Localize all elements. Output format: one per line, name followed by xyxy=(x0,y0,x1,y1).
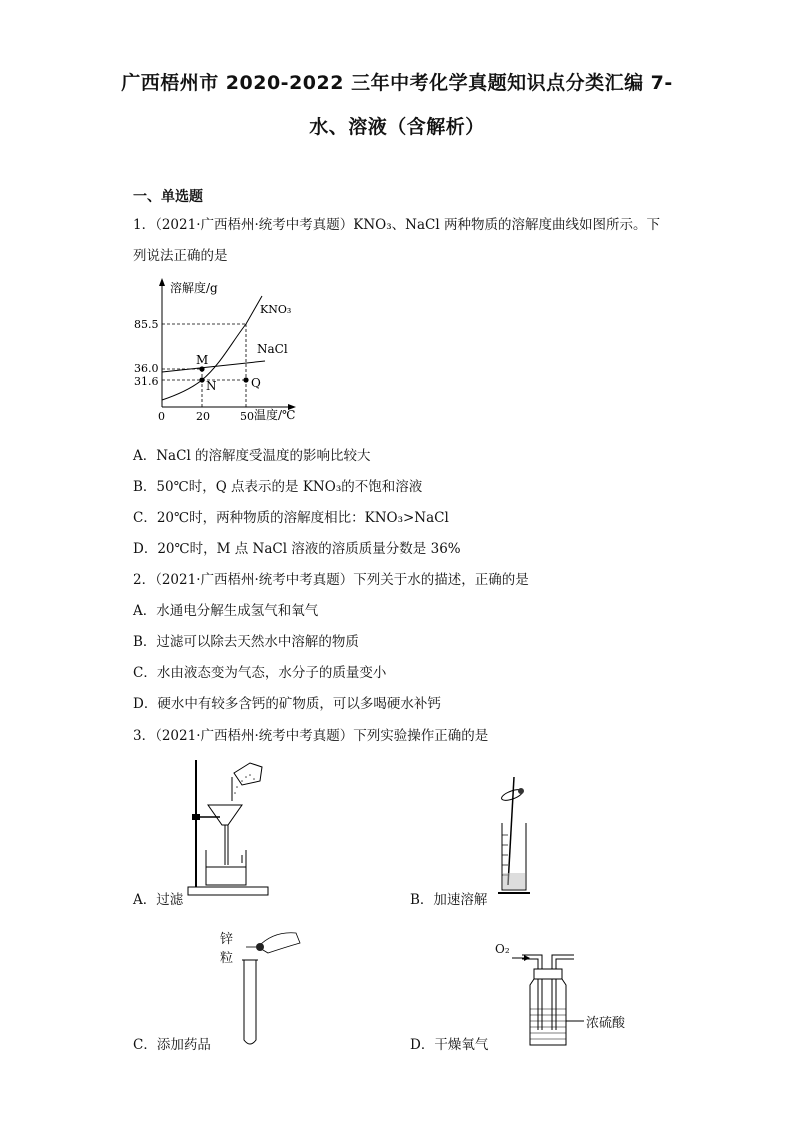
q3-caption-a: A．过滤 xyxy=(133,892,184,908)
q2-option-d: D．硬水中有较多含钙的矿物质，可以多喝硬水补钙 xyxy=(133,696,441,712)
add-reagent-image xyxy=(238,925,308,1050)
q2-stem: 2．（2021·广西梧州·统考中考真题）下列关于水的描述，正确的是 xyxy=(133,572,529,588)
series-label-kno3: KNO₃ xyxy=(260,303,292,316)
series-label-nacl: NaCl xyxy=(257,342,288,356)
acid-label: 浓硫酸 xyxy=(586,1016,626,1031)
document-title-line-1: 广西梧州市 2020-2022 三年中考化学真题知识点分类汇编 7- xyxy=(121,72,673,94)
point-n xyxy=(199,377,204,382)
ytick-85-5: 85.5 xyxy=(134,318,159,331)
point-label-q: Q xyxy=(251,376,261,390)
y-axis-arrow xyxy=(159,278,165,286)
q2-option-a: A．水通电分解生成氢气和氧气 xyxy=(133,603,319,619)
q3-caption-b: B．加速溶解 xyxy=(410,892,488,908)
zinc-label-2: 粒 xyxy=(220,951,234,966)
document-title-line-2: 水、溶液（含解析） xyxy=(309,116,485,138)
y-axis-label: 溶解度/g xyxy=(170,281,218,295)
point-label-m: M xyxy=(196,353,209,367)
q2-option-c: C．水由液态变为气态，水分子的质量变小 xyxy=(133,665,387,681)
q1-stem-line-1: 1．（2021·广西梧州·统考中考真题）KNO₃、NaCl 两种物质的溶解度曲线如图所示。下 xyxy=(133,217,660,233)
q2-option-b: B．过滤可以除去天然水中溶解的物质 xyxy=(133,634,359,650)
point-m xyxy=(199,366,204,371)
q1-option-a: A．NaCl 的溶解度受温度的影响比较大 xyxy=(133,448,371,464)
o2-label: O₂ xyxy=(495,942,510,956)
x-axis-label: 温度/℃ xyxy=(254,408,296,422)
section-heading: 一、单选题 xyxy=(133,189,203,205)
q3-caption-d: D．干燥氧气 xyxy=(410,1037,489,1053)
ytick-31-6: 31.6 xyxy=(134,375,159,388)
q1-option-b: B．50℃时，Q 点表示的是 KNO₃的不饱和溶液 xyxy=(133,479,423,495)
point-label-n: N xyxy=(206,379,217,393)
q3-stem: 3．（2021·广西梧州·统考中考真题）下列实验操作正确的是 xyxy=(133,728,489,744)
point-q xyxy=(243,377,248,382)
dry-oxygen-image xyxy=(512,945,592,1050)
q1-stem-line-2: 列说法正确的是 xyxy=(133,248,228,264)
xtick-20: 20 xyxy=(196,410,210,423)
ytick-36-0: 36.0 xyxy=(134,362,159,375)
xtick-50: 50 xyxy=(240,410,254,423)
accelerate-dissolving-image xyxy=(488,775,548,900)
filtration-apparatus-image xyxy=(180,755,290,900)
origin-label: 0 xyxy=(158,410,165,423)
q3-caption-c: C．添加药品 xyxy=(133,1037,211,1053)
nacl-curve xyxy=(162,361,265,372)
q1-option-d: D．20℃时，M 点 NaCl 溶液的溶质质量分数是 36% xyxy=(133,541,461,557)
solubility-chart xyxy=(134,272,320,427)
zinc-label-1: 锌 xyxy=(220,932,234,947)
q1-option-c: C．20℃时，两种物质的溶解度相比：KNO₃>NaCl xyxy=(133,510,449,526)
